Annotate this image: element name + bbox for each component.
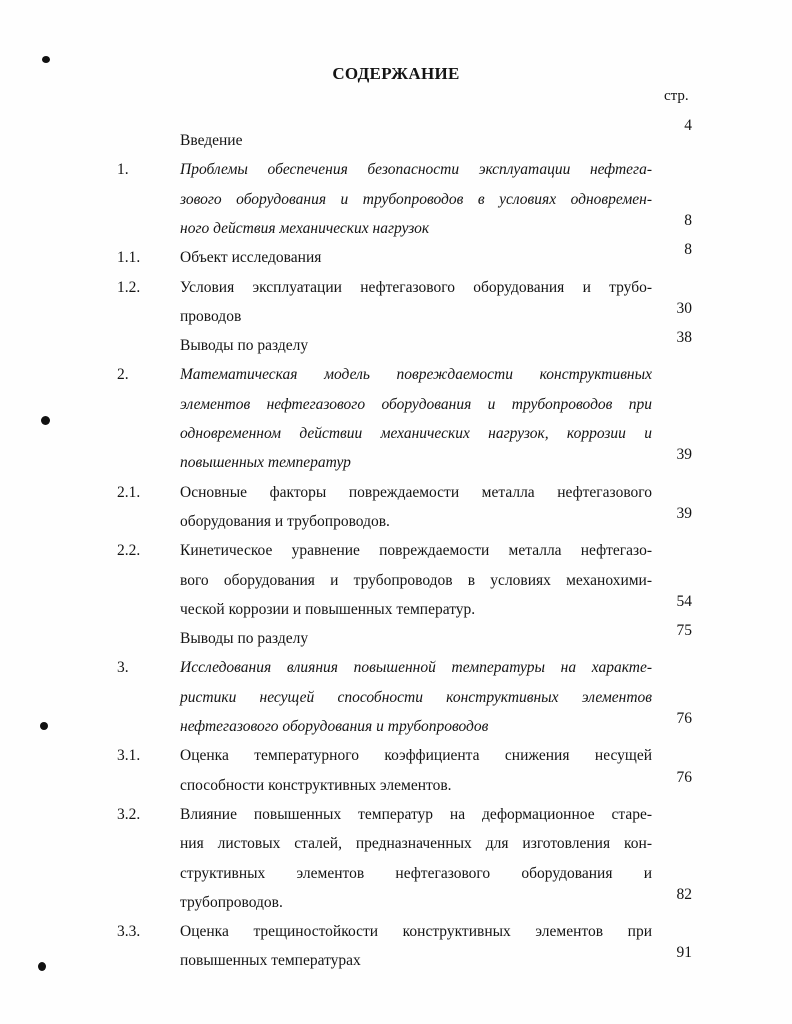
toc-entry-number: 2.1. bbox=[117, 483, 141, 501]
toc-entry-line: ческой коррозии и повышенных температур. bbox=[180, 600, 476, 618]
toc-entry-page: 39 bbox=[676, 446, 692, 464]
toc-entry-line: Математическая модель повреждаемости конструктивных bbox=[180, 366, 652, 384]
toc-entry-line: Влияние повышенных температур на деформационное старе- bbox=[180, 805, 652, 823]
toc-entry-page: 8 bbox=[684, 241, 692, 259]
toc-entry-page: 38 bbox=[676, 329, 692, 347]
toc-entry-number: 1.2. bbox=[117, 278, 141, 296]
toc-entry-line: вого оборудования и трубопроводов в условиях механохими- bbox=[180, 571, 652, 589]
toc-entry-line: ристики несущей способности конструктивных элементов bbox=[180, 688, 652, 706]
toc-entry-line: Выводы по разделу bbox=[180, 337, 309, 355]
toc-entry-line: Условия эксплуатации нефтегазового оборудования и трубо- bbox=[180, 278, 652, 296]
toc-entry-line: Основные факторы повреждаемости металла нефтегазового bbox=[180, 483, 652, 501]
toc-entry-page: 8 bbox=[684, 211, 692, 229]
toc-entry-line: Исследования влияния повышенной температуры на характе- bbox=[180, 659, 652, 677]
toc-entry-number: 2. bbox=[117, 366, 129, 384]
scan-speck bbox=[42, 56, 50, 63]
scan-speck bbox=[40, 722, 48, 730]
page-column-label: стр. bbox=[664, 88, 689, 104]
toc-entry-line: ния листовых сталей, предназначенных для изготовления кон- bbox=[180, 835, 652, 853]
toc-entry-line: Проблемы обеспечения безопасности эксплуатации нефтега- bbox=[180, 161, 652, 179]
toc-entry-number: 3.1. bbox=[117, 747, 141, 765]
toc-entry-line: Оценка трещиностойкости конструктивных элементов при bbox=[180, 923, 652, 941]
toc-entry-line: трубопроводов. bbox=[180, 893, 283, 911]
toc-entry-page: 30 bbox=[676, 299, 692, 317]
toc-entry-number: 1.1. bbox=[117, 249, 141, 267]
toc-entry-line: Объект исследования bbox=[180, 249, 322, 267]
toc-entry-number: 2.2. bbox=[117, 542, 141, 560]
toc-entry-page: 54 bbox=[676, 592, 692, 610]
toc-entry-line: зового оборудования и трубопроводов в условиях одновремен- bbox=[180, 190, 652, 208]
toc-entry-number: 1. bbox=[117, 161, 129, 179]
toc-entry-line: оборудования и трубопроводов. bbox=[180, 512, 390, 530]
toc-entry-line: структивных элементов нефтегазового оборудования и bbox=[180, 864, 652, 882]
toc-entry-number: 3. bbox=[117, 659, 129, 677]
toc-entry-page: 82 bbox=[676, 885, 692, 903]
toc-entry-line: элементов нефтегазового оборудования и трубопроводов при bbox=[180, 395, 652, 413]
toc-entry-page: 39 bbox=[676, 504, 692, 522]
toc-entry-number: 3.3. bbox=[117, 923, 141, 941]
scan-speck bbox=[41, 416, 50, 425]
toc-entry-page: 4 bbox=[684, 117, 692, 134]
toc-entry-line: повышенных температурах bbox=[180, 952, 361, 970]
toc-entry-line: Введение bbox=[180, 132, 243, 149]
toc-entry-line: Выводы по разделу bbox=[180, 630, 309, 648]
page-title: СОДЕРЖАНИЕ bbox=[332, 64, 460, 83]
toc-entry-page: 91 bbox=[676, 944, 692, 962]
toc-entry-line: одновременном действии механических нагрузок, коррозии и bbox=[180, 425, 652, 442]
toc-entry-line: проводов bbox=[180, 307, 242, 325]
toc-entry-line: нефтегазового оборудования и трубопроводов bbox=[180, 718, 489, 735]
scan-speck bbox=[38, 962, 46, 971]
toc-entry-line: ного действия механических нагрузок bbox=[180, 219, 430, 237]
toc-entry-line: Оценка температурного коэффициента снижения несущей bbox=[180, 747, 652, 765]
toc-entry-line: повышенных температур bbox=[180, 454, 351, 472]
toc-entry-page: 75 bbox=[676, 622, 692, 640]
toc-entry-line: способности конструктивных элементов. bbox=[180, 776, 452, 794]
toc-entry-number: 3.2. bbox=[117, 805, 141, 823]
toc-entry-page: 76 bbox=[676, 710, 692, 727]
toc-entry-page: 76 bbox=[676, 768, 692, 786]
toc-entry-line: Кинетическое уравнение повреждаемости металла нефтегазо- bbox=[180, 542, 652, 560]
